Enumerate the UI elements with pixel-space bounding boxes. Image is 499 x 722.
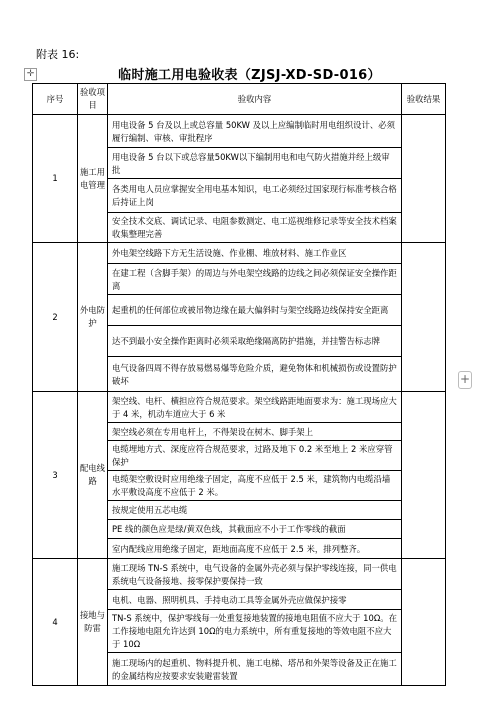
check-item: 在建工程（含脚手架）的周边与外电架空线路的边线之间必须保证安全操作距离 <box>108 264 402 295</box>
check-item: 电缆埋地方式、深度应符合规范要求，过路及地下 0.2 米至地上 2 米应穿管保护 <box>108 441 402 471</box>
check-item: 施工现场 TN-S 系统中，电气设备的金属外壳必须与保护零线连接，同一供电系统电气设备接地、接零保护要保持一致 <box>108 559 402 590</box>
section-category: 外电防护 <box>78 243 108 392</box>
check-item: 架空线、电杆、横担应符合规范要求。架空线路距地面要求为：施工现场应大于 4 米，机动车道应大于 6 米 <box>108 392 402 423</box>
section-number: 1 <box>33 115 78 243</box>
table-header-row <box>33 84 446 115</box>
table-row <box>33 115 446 148</box>
header-result: 验收结果 <box>402 84 446 115</box>
acceptance-table <box>32 83 446 686</box>
document-title: 临时施工用电验收表（ZJSJ-XD-SD-016） <box>118 68 381 83</box>
header-no: 序号 <box>33 84 78 115</box>
check-item: 架空线必须在专用电杆上，不得架设在树木、脚手架上 <box>108 423 402 441</box>
section-category: 施工用电管理 <box>78 115 108 243</box>
add-icon[interactable]: + <box>458 371 472 389</box>
check-item: 电机、电器、照明机具、手持电动工具等金属外壳应做保护接零 <box>108 590 402 610</box>
table-row <box>33 243 446 264</box>
check-item: 达不到最小安全操作距离时必须采取绝缘隔离防护措施，并挂警告标志牌 <box>108 326 402 357</box>
result-cell[interactable] <box>402 115 446 243</box>
check-item: 外电架空线路下方无生活设施、作业棚、堆放材料、施工作业区 <box>108 243 402 264</box>
check-item: 用电设备 5 台以下或总容量50KW以下编制用电和电气防火措施并经上级审批 <box>108 148 402 179</box>
header-project: 验收项目 <box>78 84 108 115</box>
check-item: 电缆架空敷设时应用绝缘子固定，高度不应低于 2.5 米，建筑物内电缆沿墙水平敷设高度不应低于 2 米。 <box>108 471 402 501</box>
result-cell[interactable] <box>402 559 446 686</box>
result-cell[interactable] <box>402 392 446 559</box>
check-item: 用电设备 5 台及以上或总容量 50KW 及以上应编制临时用电组织设计、必须履行编制、审核、审批程序 <box>108 115 402 148</box>
check-item: PE 线的颜色应是绿/黄双色线，其截面应不小于工作零线的截面 <box>108 520 402 539</box>
table-row <box>33 559 446 590</box>
attachment-label: 附表 16: <box>36 48 80 61</box>
result-cell[interactable] <box>402 243 446 392</box>
check-item: 起重机的任何部位或被吊物边缘在最大偏斜时与架空线路边线保持安全距离 <box>108 295 402 326</box>
table-move-handle-icon[interactable]: ✛ <box>24 68 37 81</box>
check-item: 室内配线应用绝缘子固定，距地面高度不应低于 2.5 米，排列整齐。 <box>108 539 402 559</box>
section-category: 配电线路 <box>78 392 108 559</box>
section-category: 接地与防雷 <box>78 559 108 686</box>
section-number: 4 <box>33 559 78 686</box>
check-item: 施工现场内的起重机、物料提升机、施工电梯、塔吊和外架等设备及正在施工的金属结构应按要求安装避雷装置 <box>108 653 402 686</box>
table-row <box>33 392 446 423</box>
check-item: 各类用电人员应掌握安全用电基本知识，电工必须经过国家现行标准考核合格后持证上岗 <box>108 179 402 213</box>
check-item: 按规定使用五芯电缆 <box>108 501 402 520</box>
header-content: 验收内容 <box>108 84 402 115</box>
section-number: 3 <box>33 392 78 559</box>
check-item: TN-S 系统中，保护零线每一处重复接地装置的接地电阻值不应大于 10Ω。在工作接地电阻允许达到 10Ω的电力系统中，所有重复接地的等效电阻不应大于 10Ω <box>108 610 402 653</box>
check-item: 电气设备四周不得存放易燃易爆等危险介质，避免物体和机械损伤或设置防护破坏 <box>108 357 402 392</box>
section-number: 2 <box>33 243 78 392</box>
check-item: 安全技术交底、调试记录、电阻参数测定、电工巡视维修记录等安全技术档案收集整理完善 <box>108 213 402 243</box>
